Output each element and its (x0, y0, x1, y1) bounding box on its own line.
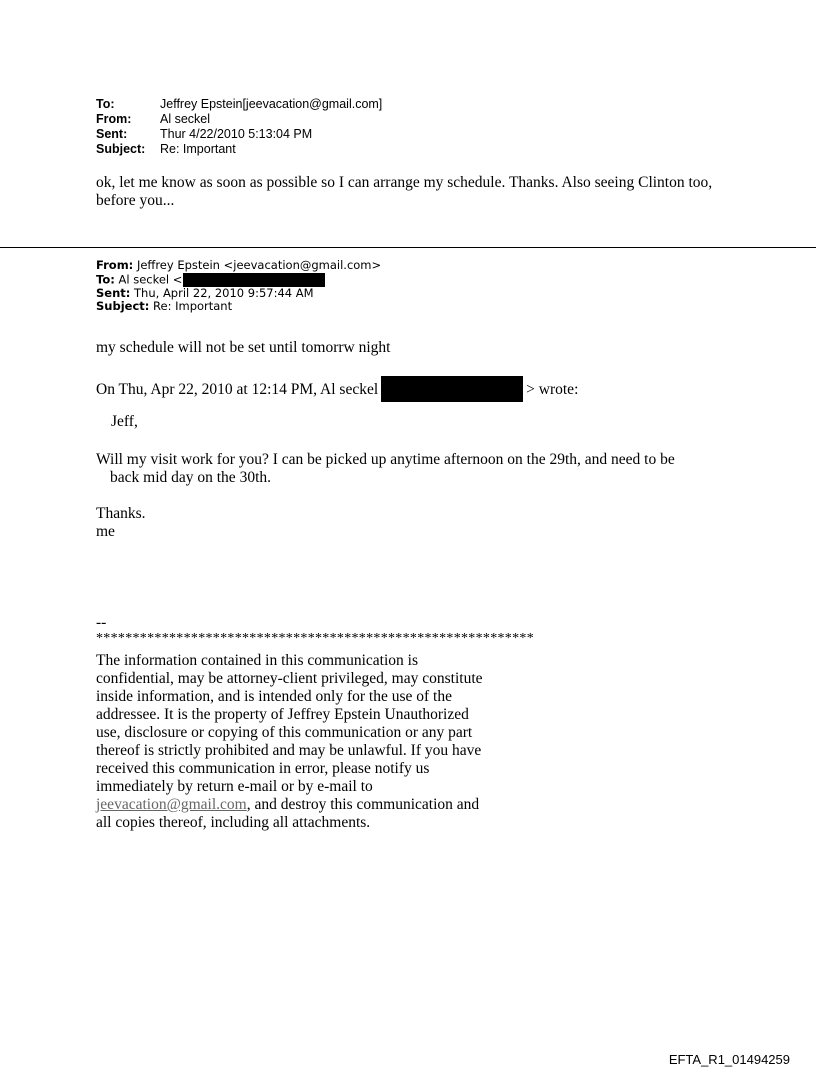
quoted-message-line2: back mid day on the 30th. (110, 469, 271, 486)
disclaimer-text: The information contained in this communication is confidential, may be attorney-client privileged, may constitute inside information, and is intended only for the use of the addressee. It is the property of Jeffrey Epstein Unauthorized use, disclosure or copying of this communication or any part thereof is strictly prohibited and may be unlawful. If you have received this communication in error, please notify us immediately by return e-mail or by e-mail to (96, 652, 483, 795)
from-label: From: (96, 112, 132, 126)
quoted-subject-row (96, 300, 381, 314)
quoted-thanks: Thanks. (96, 505, 146, 522)
quoted-intro-prefix: On Thu, Apr 22, 2010 at 12:14 PM, Al seckel (96, 381, 379, 398)
email-header-quoted (96, 259, 381, 314)
confidentiality-disclaimer (96, 652, 496, 832)
quoted-closing (96, 505, 146, 541)
email-link[interactable]: jeevacation@gmail.com (96, 796, 247, 813)
sent-label: Sent: (96, 127, 128, 141)
header-from-row (96, 112, 382, 127)
quoted-message-line1: Will my visit work for you? I can be picked up anytime afternoon on the 29th, and need to be (96, 451, 675, 468)
section-divider (0, 247, 816, 248)
reply-body: my schedule will not be set until tomorrw night (96, 339, 391, 356)
quoted-sent-value: Thu, April 22, 2010 9:57:44 AM (134, 285, 314, 300)
quoted-subject-label: Subject: (96, 299, 150, 313)
to-label: To: (96, 97, 115, 111)
signature-dash: -- (96, 614, 107, 631)
email-header-top (96, 97, 382, 157)
email-body-top: ok, let me know as soon as possible so I can arrange my schedule. Thanks. Also seeing Clinton too, before you... (96, 174, 713, 209)
quoted-to-value: Al seckel < (118, 272, 183, 286)
quoted-from-value: Jeffrey Epstein <jeevacation@gmail.com> (136, 258, 382, 272)
subject-value: Re: Important (160, 142, 236, 156)
disclaimer-text-end: , and destroy this communication and all copies thereof, including all attachments. (96, 796, 480, 831)
quoted-signoff: me (96, 523, 115, 540)
quoted-message (96, 451, 716, 487)
quoted-from-row (96, 259, 381, 273)
quoted-from-label: From: (96, 258, 134, 272)
redaction-block (381, 376, 523, 402)
to-value: Jeffrey Epstein[jeevacation@gmail.com] (160, 97, 383, 111)
from-value: Al seckel (160, 112, 211, 126)
header-subject-row (96, 142, 382, 157)
quoted-sent-label: Sent: (96, 285, 131, 300)
subject-label: Subject: (96, 142, 146, 156)
quoted-subject-value: Re: Important (153, 299, 233, 313)
signature-stars: ************************************************************ (96, 631, 534, 646)
header-sent-row (96, 127, 382, 142)
header-to-row (96, 97, 382, 112)
document-id: EFTA_R1_01494259 (668, 1052, 790, 1067)
quoted-intro (96, 376, 578, 402)
sent-value: Thur 4/22/2010 5:13:04 PM (160, 127, 313, 141)
quoted-intro-suffix: > wrote: (526, 381, 579, 398)
quoted-sent-row (96, 287, 381, 301)
redaction-block (183, 273, 325, 287)
quoted-greeting: Jeff, (111, 413, 138, 430)
quoted-to-label: To: (96, 272, 115, 286)
quoted-to-row (96, 273, 381, 287)
